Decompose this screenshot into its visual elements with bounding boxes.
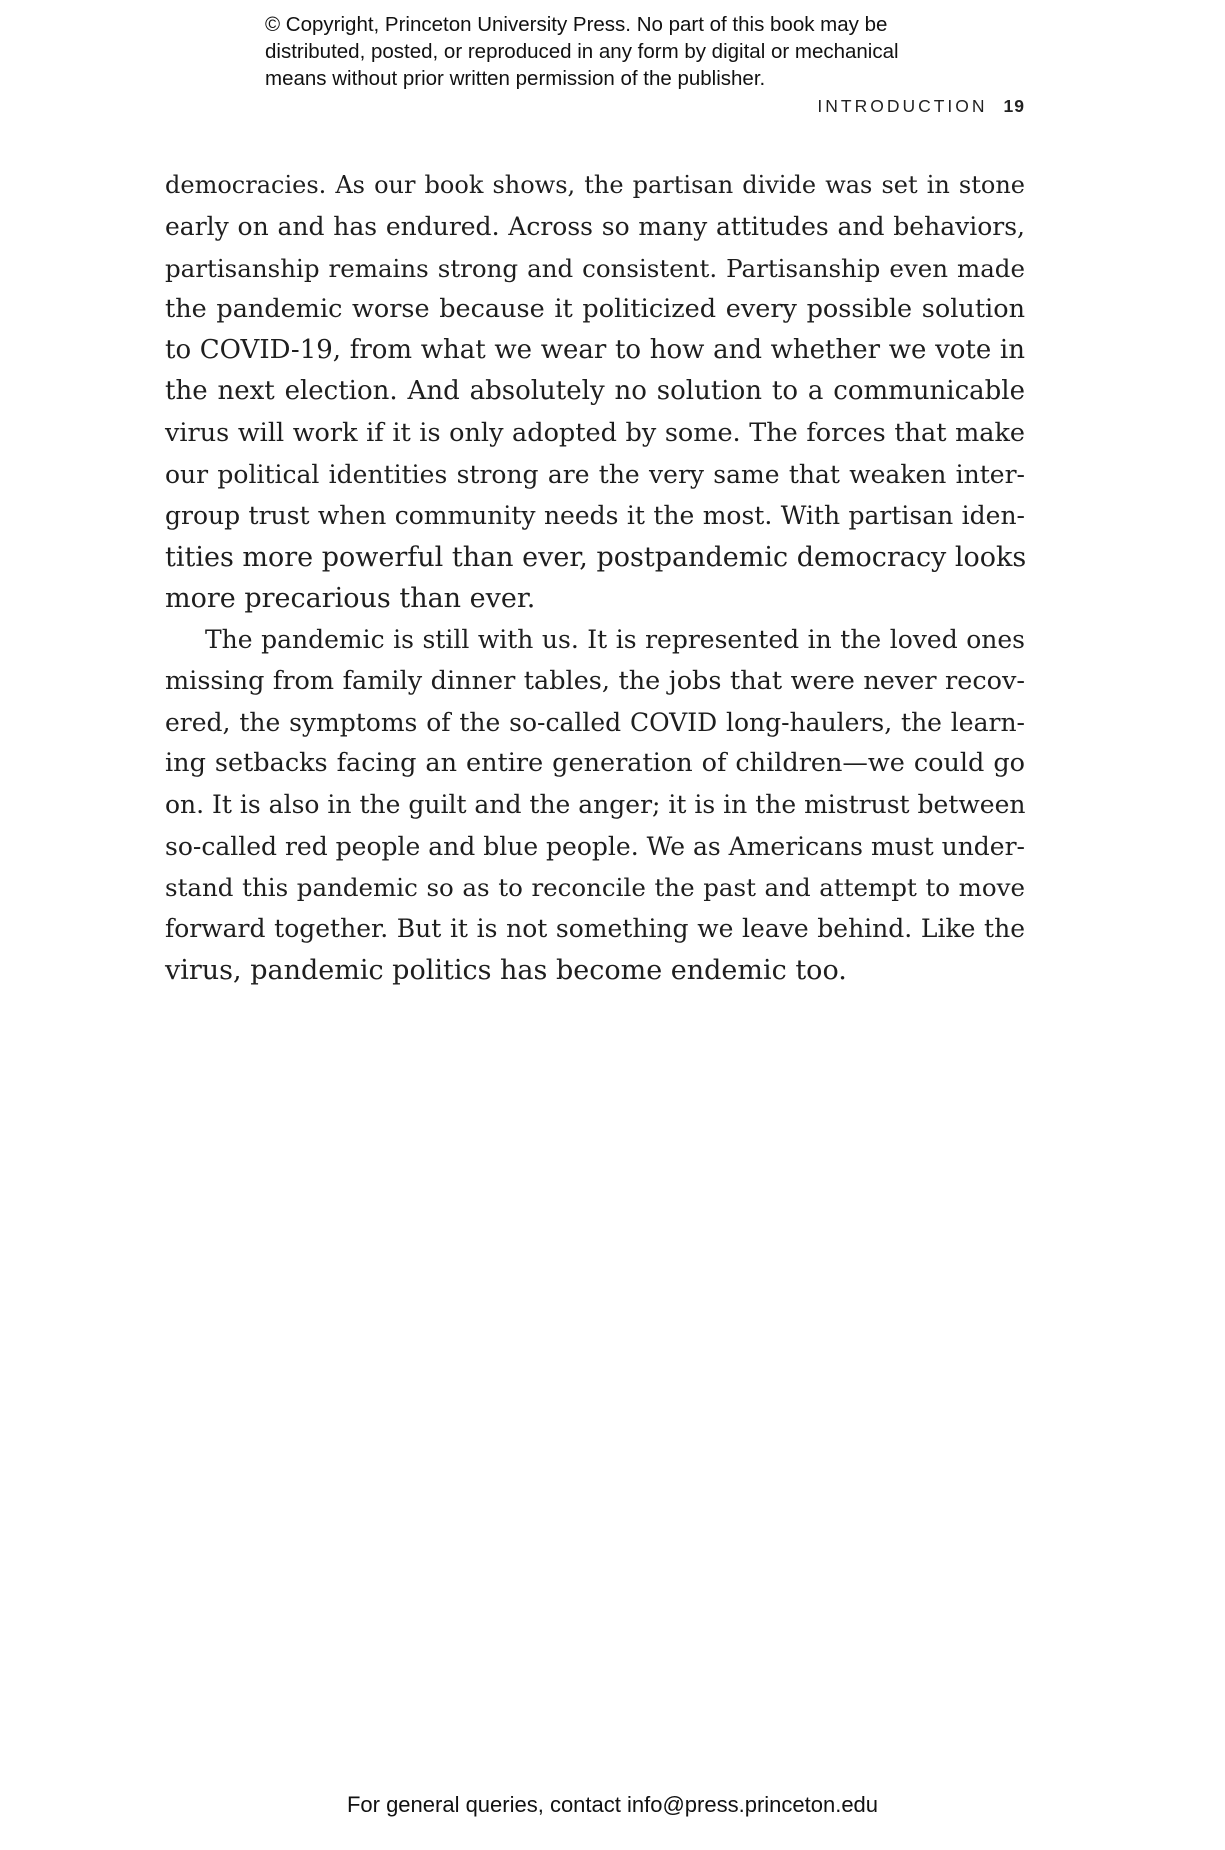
copyright-notice (265, 11, 1005, 92)
text-line: virus, pandemic politics has become endemic too. (165, 954, 847, 986)
text-line: the next election. And absolutely no solution to a communicable (165, 376, 1025, 407)
text-line: group trust when community needs it the most. With partisan iden- (165, 501, 1025, 531)
text-line: ered, the symptoms of the so-called COVID long-haulers, the learn- (165, 707, 1025, 737)
text-line: our political identities strong are the very same that weaken inter- (165, 460, 1025, 490)
text-line: more precarious than ever. (165, 582, 536, 614)
text-line: partisanship remains strong and consistent. Partisanship even made (165, 253, 1025, 283)
page-number: 19 (1003, 96, 1025, 116)
text-line: missing from family dinner tables, the jobs that were never recov- (165, 665, 1025, 696)
footer-contact: For general queries, contact info@press.princeton.edu (346, 1792, 879, 1817)
body-text (165, 165, 1025, 991)
text-line: democracies. As our book shows, the partisan divide was set in stone (165, 171, 1025, 199)
text-line: The pandemic is still with us. It is represented in the loved ones (205, 625, 1025, 655)
text-line: on. It is also in the guilt and the anger; it is in the mistrust between (165, 790, 1026, 820)
text-line: to COVID-19, from what we wear to how and whether we vote in (165, 335, 1025, 366)
text-line: virus will work if it is only adopted by some. The forces that make (165, 417, 1025, 448)
text-line: the pandemic worse because it politicized every possible solution (165, 293, 1025, 324)
text-line: ing setbacks facing an entire generation of children—we could go (165, 748, 1025, 779)
text-line: forward together. But it is not something we leave behind. Like the (165, 914, 1025, 944)
copyright-line: distributed, posted, or reproduced in any form by digital or mechanical (265, 40, 899, 63)
section-title: INTRODUCTION (817, 96, 988, 116)
paragraph (165, 165, 1025, 619)
text-line: so-called red people and blue people. We as Americans must under- (165, 831, 1025, 861)
copyright-line: © Copyright, Princeton University Press. No part of this book may be (265, 13, 888, 36)
paragraph (165, 619, 1025, 991)
text-line: tities more powerful than ever, postpandemic democracy looks (165, 541, 1027, 573)
text-line: early on and has endured. Across so many attitudes and behaviors, (165, 212, 1025, 242)
text-line: stand this pandemic so as to reconcile the past and attempt to move (165, 873, 1025, 903)
running-head (817, 96, 1025, 117)
copyright-line: means without prior written permission of the publisher. (265, 67, 766, 90)
